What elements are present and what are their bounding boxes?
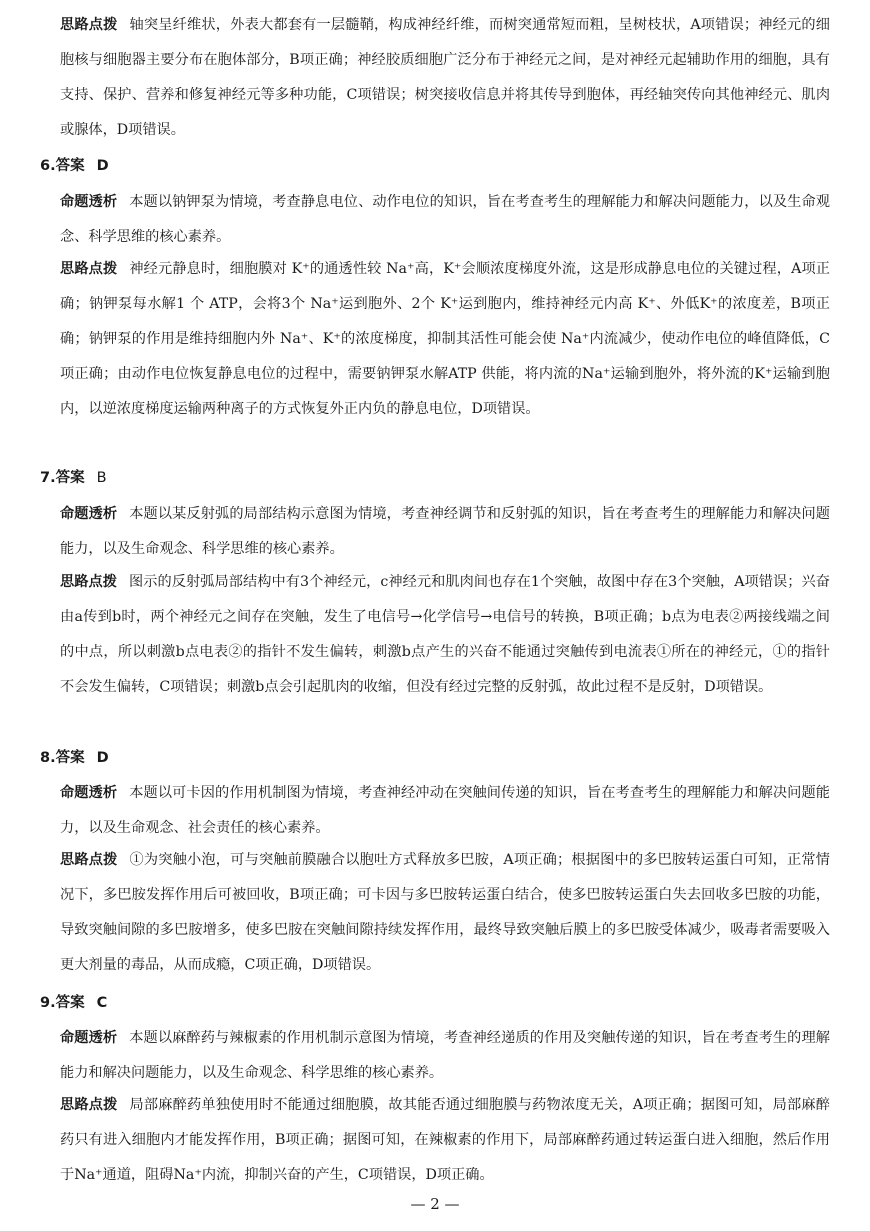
answer-letter: C xyxy=(96,995,108,1011)
siliu-text: 轴突呈纤维状，外表大都套有一层髓鞘，构成神经纤维，而树突通常短而粗，呈树枝状，A项错误；神经元的细胞核与细胞器主要分布在胞体部分，B项正确；神经胶质细胞广泛分布于神经元之间，是对神经元起辅助作用的细胞，具有支持、保护、营养和修复神经元等多种功能，C项错误；树突接收信息并将其传导到胞体，再经轴突传向其他神经元、肌肉或腺体，D项错误。 xyxy=(60,17,830,138)
answer-heading: 9.答案 xyxy=(40,995,85,1011)
siliu-label: 思路点拨 xyxy=(60,852,118,868)
item8-mingti xyxy=(60,776,830,846)
mingti-label: 命题透析 xyxy=(60,506,118,522)
item9-siliu xyxy=(60,1088,830,1193)
siliu-text: 神经元静息时，细胞膜对 K⁺的通透性较 Na⁺高，K⁺会顺浓度梯度外流，这是形成静息电位的关键过程，A项正确；钠钾泵每水解1 个 ATP，会将3个 Na⁺运到胞外、2个 K⁺运到胞内，维持神经元内高 K⁺、外低K⁺的浓度差，B项正确；钠钾泵的作用是维持细胞内外 Na⁺、K⁺的浓度梯度，抑制其活性可能会使 Na⁺内流减少，使动作电位的峰值降低，C项正确；由动作电位恢复静息电位的过程中，需要钠钾泵水解ATP 供能，将内流的Na⁺运输到胞外，将外流的K⁺运输到胞内，以逆浓度梯度运输两种离子的方式恢复外正内负的静息电位，D项错误。 xyxy=(60,261,830,417)
item8-answer xyxy=(40,748,109,768)
siliu-label: 思路点拨 xyxy=(60,574,117,590)
answer-letter: B xyxy=(96,470,107,486)
siliu-label: 思路点拨 xyxy=(60,1097,118,1113)
answer-heading: 7.答案 xyxy=(40,470,85,486)
item6-mingti xyxy=(60,185,830,255)
siliu-label: 思路点拨 xyxy=(60,17,118,33)
item7-mingti xyxy=(60,497,830,567)
mingti-text: 本题以钠钾泵为情境，考查静息电位、动作电位的知识，旨在考查考生的理解能力和解决问题能力，以及生命观念、科学思维的核心素养。 xyxy=(60,194,830,245)
item9-answer xyxy=(40,993,107,1013)
siliu-label: 思路点拨 xyxy=(60,261,118,277)
item7-answer xyxy=(40,468,107,488)
siliu-text: ①为突触小泡，可与突触前膜融合以胞吐方式释放多巴胺，A项正确；根据图中的多巴胺转运蛋白可知，正常情况下，多巴胺发挥作用后可被回收，B项正确；可卡因与多巴胺转运蛋白结合，使多巴胺转运蛋白失去回收多巴胺的功能，导致突触间隙的多巴胺增多，使多巴胺在突触间隙持续发挥作用，最终导致突触后膜上的多巴胺受体减少，吸毒者需要吸入更大剂量的毒品，从而成瘾，C项正确，D项错误。 xyxy=(60,852,830,973)
item5-siliu xyxy=(60,8,830,148)
answer-letter: D xyxy=(96,158,109,174)
mingti-text: 本题以某反射弧的局部结构示意图为情境，考查神经调节和反射弧的知识，旨在考查考生的理解能力和解决问题能力，以及生命观念、科学思维的核心素养。 xyxy=(60,506,830,557)
item6-answer xyxy=(40,156,109,176)
answer-heading: 8.答案 xyxy=(40,750,85,766)
page-number: — 2 — xyxy=(410,1195,460,1213)
mingti-text: 本题以可卡因的作用机制图为情境，考查神经冲动在突触间传递的知识，旨在考查考生的理解能力和解决问题能力，以及生命观念、社会责任的核心素养。 xyxy=(60,785,830,836)
item9-mingti xyxy=(60,1021,830,1091)
item7-siliu xyxy=(60,565,830,705)
mingti-label: 命题透析 xyxy=(60,785,118,801)
siliu-text: 局部麻醉药单独使用时不能通过细胞膜，故其能否通过细胞膜与药物浓度无关，A项正确；据图可知，局部麻醉药只有进入细胞内才能发挥作用，B项正确；据图可知，在辣椒素的作用下，局部麻醉药通过转运蛋白进入细胞，然后作用于Na⁺通道，阻碍Na⁺内流，抑制兴奋的产生，C项错误，D项正确。 xyxy=(60,1097,830,1183)
item8-siliu xyxy=(60,843,830,983)
mingti-label: 命题透析 xyxy=(60,1030,118,1046)
answer-heading: 6.答案 xyxy=(40,158,85,174)
siliu-text: 图示的反射弧局部结构中有3个神经元，c神经元和肌肉间也存在1个突触，故图中存在3个突触，A项错误；兴奋由a传到b时，两个神经元之间存在突触，发生了电信号→化学信号→电信号的转换，B项正确；b点为电表②两接线端之间的中点，所以刺激b点电表②的指针不发生偏转，刺激b点产生的兴奋不能通过突触传到电流表①所在的神经元，①的指针不会发生偏转，C项错误；刺激b点会引起肌肉的收缩，但没有经过完整的反射弧，故此过程不是反射，D项错误。 xyxy=(60,574,830,695)
mingti-label: 命题透析 xyxy=(60,194,118,210)
answer-letter: D xyxy=(96,750,109,766)
mingti-text: 本题以麻醉药与辣椒素的作用机制示意图为情境，考查神经递质的作用及突触传递的知识，旨在考查考生的理解能力和解决问题能力，以及生命观念、科学思维的核心素养。 xyxy=(60,1030,830,1081)
item6-siliu xyxy=(60,252,830,427)
